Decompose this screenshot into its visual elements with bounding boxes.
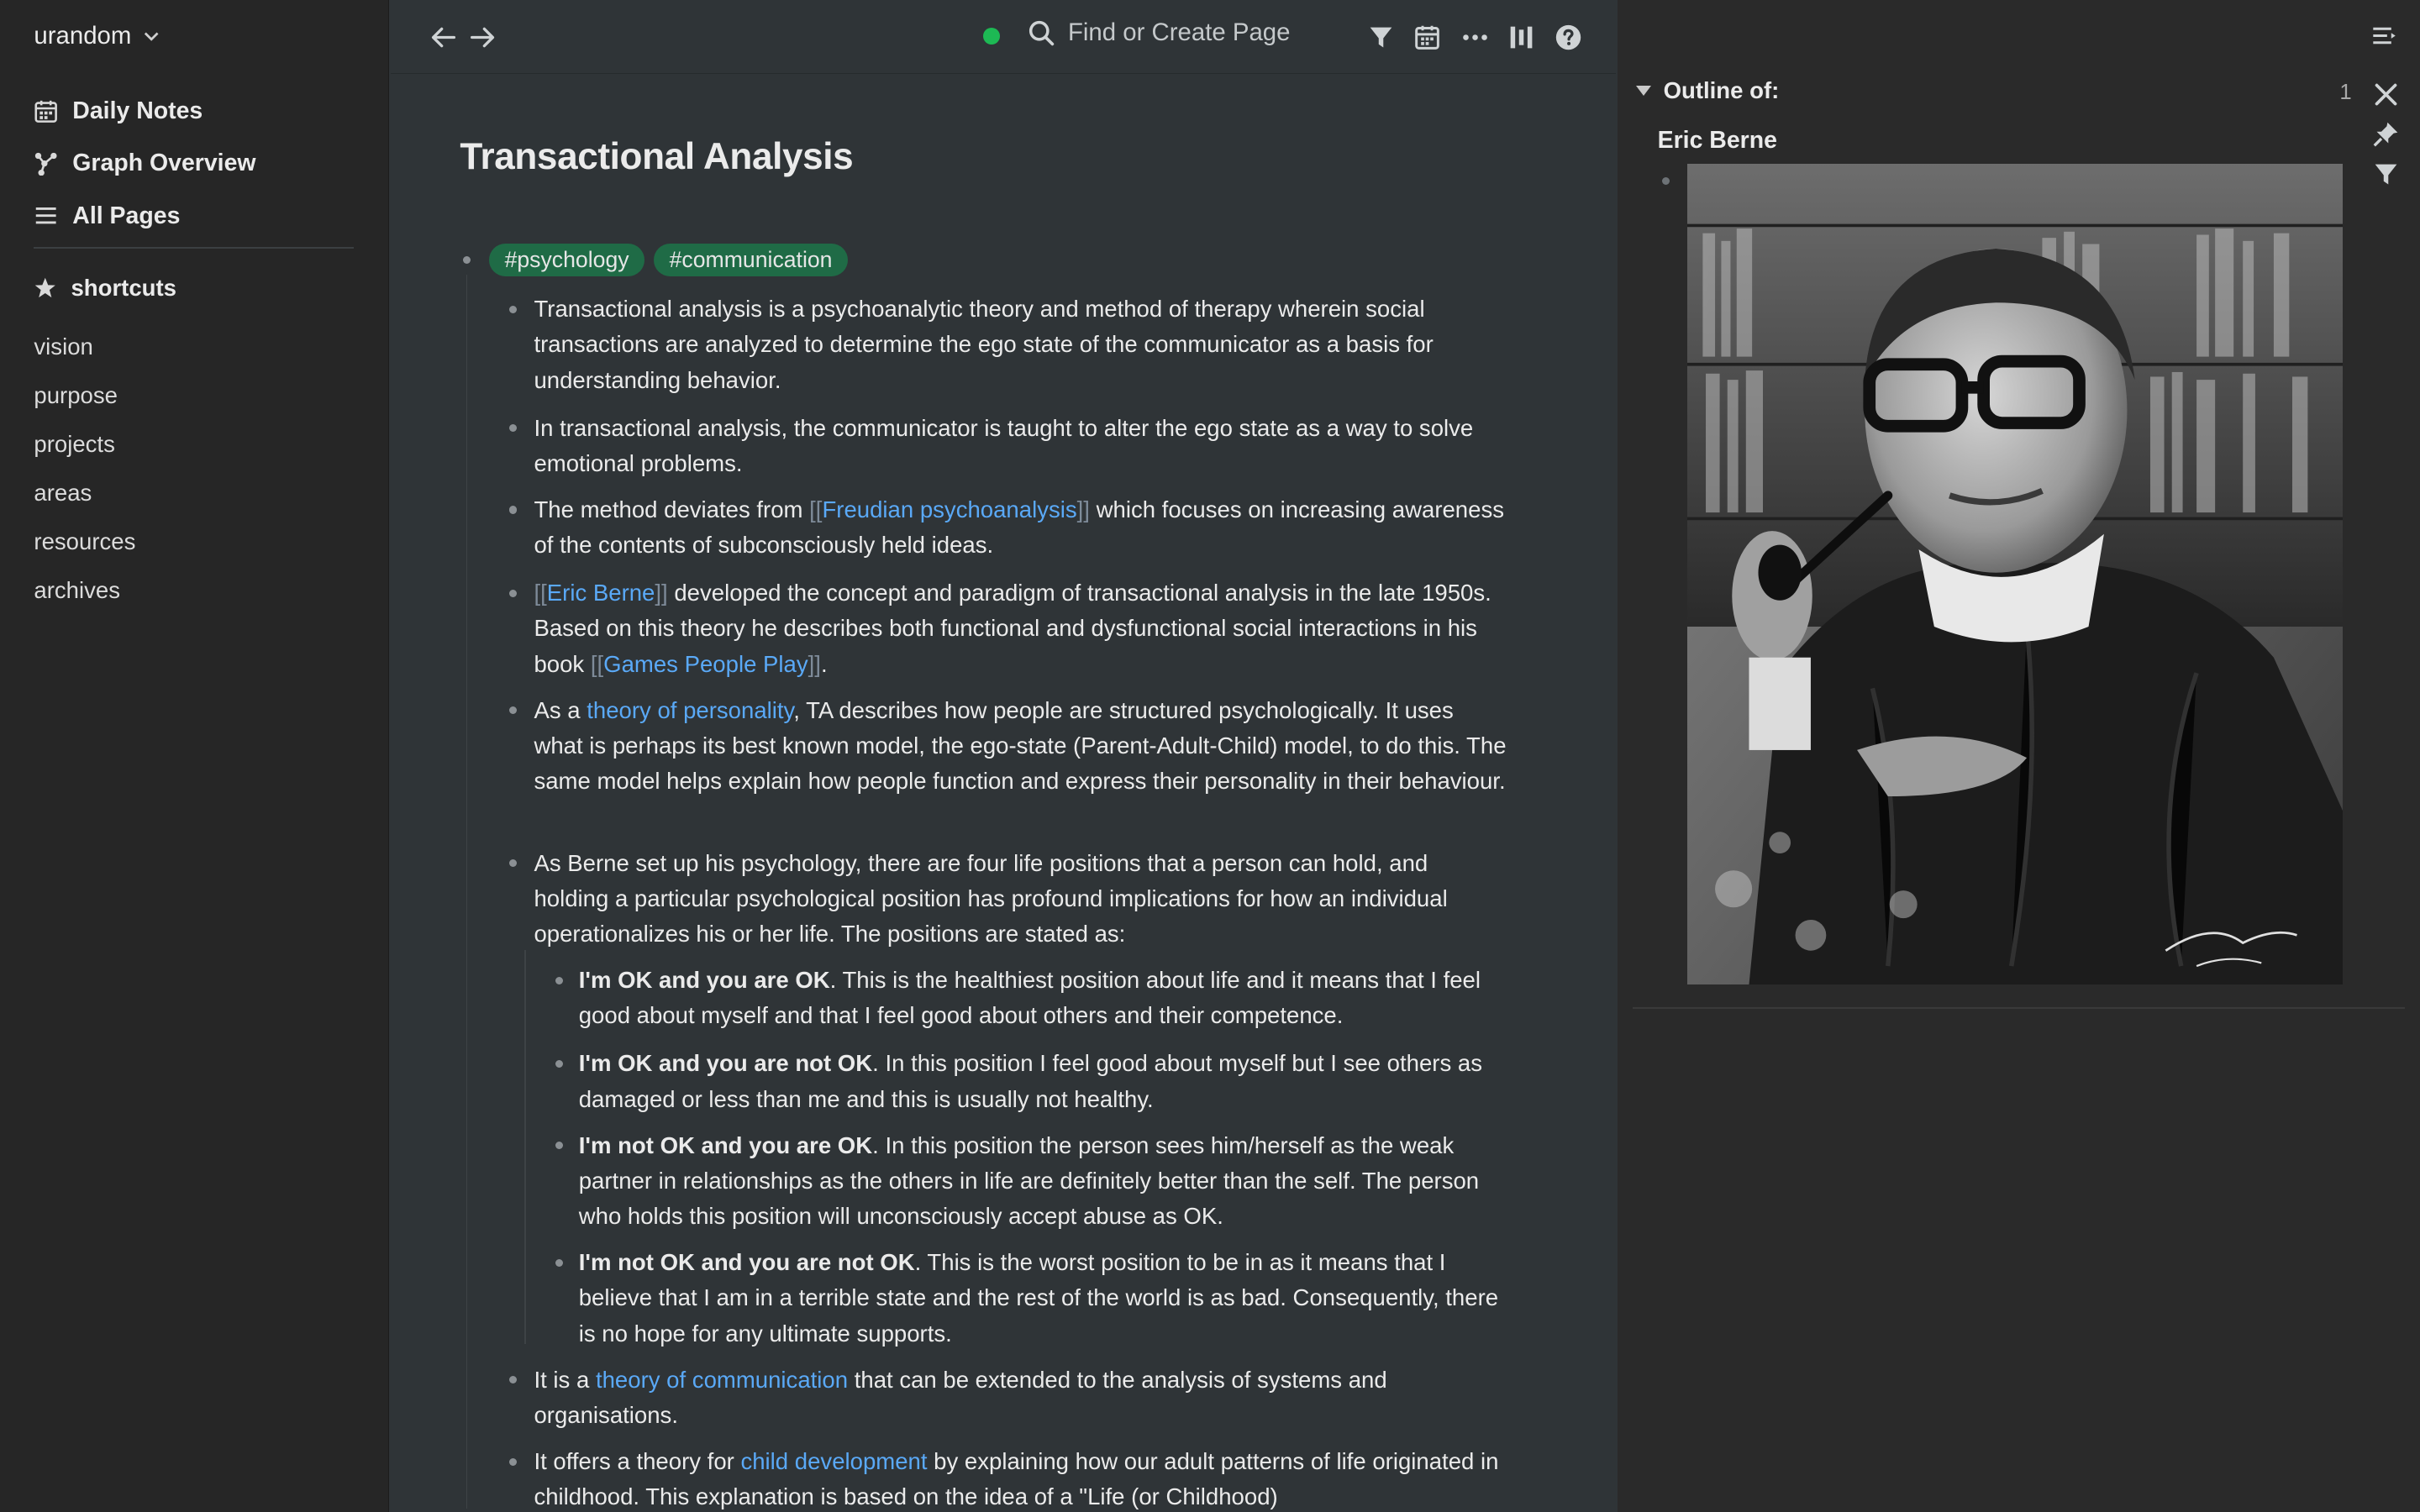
- block-bold-text: I'm OK and you are not OK: [578, 1050, 873, 1077]
- block-text: Transactional analysis is a psychoanalytic theory and method of therapy wherein social transactions are analyzed to determine the ego state of the communicator as a basis for understanding behavior.: [534, 296, 1434, 393]
- nav-daily-notes[interactable]: [34, 85, 358, 137]
- block-bullet[interactable]: [509, 590, 517, 597]
- block-text: . In this position the person sees him/herself as the weak partner in relationships as the others in life are definitely better than the self. The person who holds this position will unconsciously accept abuse as OK.: [578, 1131, 1480, 1230]
- filter-button[interactable]: [1365, 22, 1397, 53]
- left-sidebar: [0, 0, 389, 1512]
- page-link-games-people-play[interactable]: Games People Play: [603, 650, 808, 677]
- block-text: It is a: [534, 1366, 596, 1393]
- block-bullet[interactable]: [555, 1142, 563, 1149]
- right-sidebar-divider: [1633, 1007, 2404, 1009]
- filter-icon: [1367, 24, 1395, 51]
- block-guide-line: [524, 950, 526, 1343]
- right-sidebar-toggle[interactable]: [1507, 22, 1538, 53]
- block[interactable]: [579, 1245, 1505, 1352]
- topbar: [391, 0, 1616, 74]
- block-text: As Berne set up his psychology, there are four life positions that a person can hold, and holding a particular psychological position has profound implications for how an individual operationalizes his or her life. The positions are stated as:: [534, 849, 1448, 947]
- page-link-eric-berne[interactable]: Eric Berne: [546, 580, 655, 606]
- block-text: . This is the worst position to be in as it means that I believe that I am in a terrible state and the rest of the world is as bad. Consequently, there is no hope for any ultimate supports.: [578, 1249, 1499, 1347]
- block-bullet[interactable]: [555, 1259, 563, 1267]
- graph-icon: [34, 151, 58, 176]
- link-bracket: ]]: [808, 650, 821, 677]
- block-text: As a: [534, 696, 587, 723]
- close-outline-button[interactable]: [2372, 81, 2400, 108]
- outline-label: Outline of:: [1663, 76, 1780, 103]
- block[interactable]: [534, 1444, 1506, 1512]
- block-bullet[interactable]: [509, 706, 517, 714]
- block[interactable]: [534, 492, 1506, 564]
- nav-label: All Pages: [72, 202, 181, 229]
- block-bullet[interactable]: [555, 977, 563, 984]
- page-title[interactable]: Transactional Analysis: [460, 135, 854, 177]
- block-text: It offers a theory for: [534, 1448, 741, 1475]
- link-bracket: [[: [590, 650, 604, 677]
- block-bold-text: I'm not OK and you are OK: [578, 1131, 873, 1158]
- block-bullet[interactable]: [555, 1060, 563, 1068]
- shortcut-resources[interactable]: resources: [34, 528, 136, 554]
- block[interactable]: [534, 846, 1506, 953]
- block[interactable]: [579, 963, 1505, 1034]
- block[interactable]: [534, 1362, 1506, 1434]
- collapse-triangle-icon[interactable]: [1636, 86, 1651, 96]
- filter-icon: [2372, 160, 2400, 188]
- block[interactable]: [534, 291, 1506, 398]
- block-text: by explaining how our adult patterns of life originated in childhood. This explanation is based on the idea of a "Life (or Childhood): [534, 1448, 1499, 1510]
- nav-all-pages[interactable]: [34, 190, 358, 242]
- nav-label: Daily Notes: [72, 97, 203, 124]
- block-text: In transactional analysis, the communicator is taught to alter the ego state as a way to solve emotional problems.: [534, 414, 1474, 476]
- list-icon: [34, 203, 58, 228]
- link-bracket: [[: [809, 496, 823, 522]
- main-nav: [34, 85, 358, 242]
- block-bold-text: I'm not OK and you are not OK: [578, 1249, 915, 1276]
- block-bullet[interactable]: [509, 424, 517, 432]
- block-text: .: [820, 650, 828, 677]
- nav-label: Graph Overview: [72, 150, 256, 177]
- pin-icon: [2372, 120, 2400, 148]
- main-panel: [391, 0, 1616, 1512]
- close-icon: [2372, 81, 2400, 108]
- portrait-photo[interactable]: [1687, 164, 2344, 984]
- link-theory-of-communication[interactable]: theory of communication: [595, 1366, 849, 1393]
- block-text: which focuses on increasing awareness of the contents of subconsciously held ideas.: [534, 496, 1504, 559]
- block-bullet[interactable]: [1662, 177, 1670, 185]
- shortcut-purpose[interactable]: purpose: [34, 381, 118, 408]
- portrait-image: [1687, 164, 2344, 984]
- block[interactable]: [579, 1046, 1505, 1117]
- outline-page-title[interactable]: Eric Berne: [1657, 126, 1777, 154]
- link-theory-of-personality[interactable]: theory of personality: [587, 696, 794, 723]
- block-bullet[interactable]: [509, 506, 517, 513]
- block-bullet[interactable]: [463, 256, 471, 264]
- tag-psychology[interactable]: #psychology: [489, 244, 644, 276]
- right-sidebar-close-button[interactable]: [2367, 18, 2401, 52]
- tags-block[interactable]: [489, 242, 1461, 277]
- shortcuts-header: [34, 275, 176, 302]
- forward-button[interactable]: [468, 22, 499, 53]
- search-button[interactable]: [1028, 18, 1290, 47]
- block-bullet[interactable]: [509, 859, 517, 867]
- star-icon: [34, 276, 57, 300]
- help-icon: [1555, 24, 1582, 51]
- outline-filter-button[interactable]: [2372, 160, 2400, 188]
- block[interactable]: [534, 411, 1506, 482]
- shortcut-vision[interactable]: vision: [34, 333, 93, 360]
- block-text: . This is the healthiest position about life and it means that I feel good about myself and that I feel good about others and their competence.: [578, 967, 1481, 1029]
- shortcuts-list: [34, 323, 135, 615]
- outline-header[interactable]: [1636, 77, 1779, 104]
- more-horizontal-icon: [1461, 24, 1489, 51]
- block-bullet[interactable]: [509, 1376, 517, 1383]
- block-bullet[interactable]: [509, 1458, 517, 1466]
- daily-notes-button[interactable]: [1413, 22, 1444, 53]
- pin-button[interactable]: [2372, 120, 2400, 148]
- block-bold-text: I'm OK and you are OK: [578, 967, 830, 994]
- link-bracket: ]]: [1076, 496, 1090, 522]
- link-child-development[interactable]: child development: [740, 1448, 928, 1475]
- search-placeholder: Find or Create Page: [1067, 18, 1291, 47]
- back-button[interactable]: [428, 22, 459, 53]
- outline-count: 1: [2339, 80, 2352, 104]
- shortcuts-label: shortcuts: [71, 274, 176, 301]
- block-text: , TA describes how people are structured psychologically. It uses what is perhaps its best known model, the ego-state (Parent-Adult-Child) model, to do this. The same model helps explain how people function and express their personality in their behaviour.: [534, 696, 1507, 795]
- sidebar-columns-icon: [1507, 24, 1535, 51]
- block-bullet[interactable]: [509, 306, 517, 313]
- arrow-left-icon: [429, 24, 457, 51]
- block-text: . In this position I feel good about myself but I see others as damaged or less than me and this is usually not healthy.: [578, 1050, 1482, 1112]
- shortcut-archives[interactable]: archives: [34, 577, 120, 604]
- tag-communication[interactable]: #communication: [654, 244, 848, 276]
- sync-status-indicator[interactable]: [983, 28, 1000, 45]
- sidebar-divider: [34, 247, 353, 249]
- link-bracket: [[: [534, 580, 547, 606]
- calendar-icon: [1413, 24, 1441, 51]
- menu-collapse-icon: [2370, 22, 2398, 50]
- right-sidebar: [1618, 0, 2420, 1512]
- calendar-icon: [34, 99, 58, 123]
- arrow-right-icon: [469, 24, 497, 51]
- page-link-freudian-psychoanalysis[interactable]: Freudian psychoanalysis: [822, 496, 1077, 522]
- block-text: The method deviates from: [534, 496, 810, 522]
- help-button[interactable]: [1553, 22, 1584, 53]
- chevron-down-icon: [144, 29, 159, 44]
- graph-switcher[interactable]: [34, 22, 159, 50]
- shortcut-areas[interactable]: areas: [34, 479, 92, 506]
- block[interactable]: [579, 1128, 1505, 1235]
- graph-name: urandom: [34, 21, 132, 50]
- shortcut-projects[interactable]: projects: [34, 430, 115, 457]
- block[interactable]: [534, 693, 1506, 800]
- nav-graph-overview[interactable]: [34, 137, 358, 189]
- block-text: developed the concept and paradigm of transactional analysis in the late 1950s. Based on this theory he describes both functional and dysfunctional social interactions in his book: [534, 580, 1491, 677]
- link-bracket: ]]: [655, 580, 668, 606]
- search-icon: [1028, 19, 1055, 47]
- block-guide-line: [466, 275, 468, 1509]
- block[interactable]: [534, 575, 1506, 682]
- more-button[interactable]: [1459, 22, 1492, 53]
- block-text: that can be extended to the analysis of systems and organisations.: [534, 1366, 1387, 1429]
